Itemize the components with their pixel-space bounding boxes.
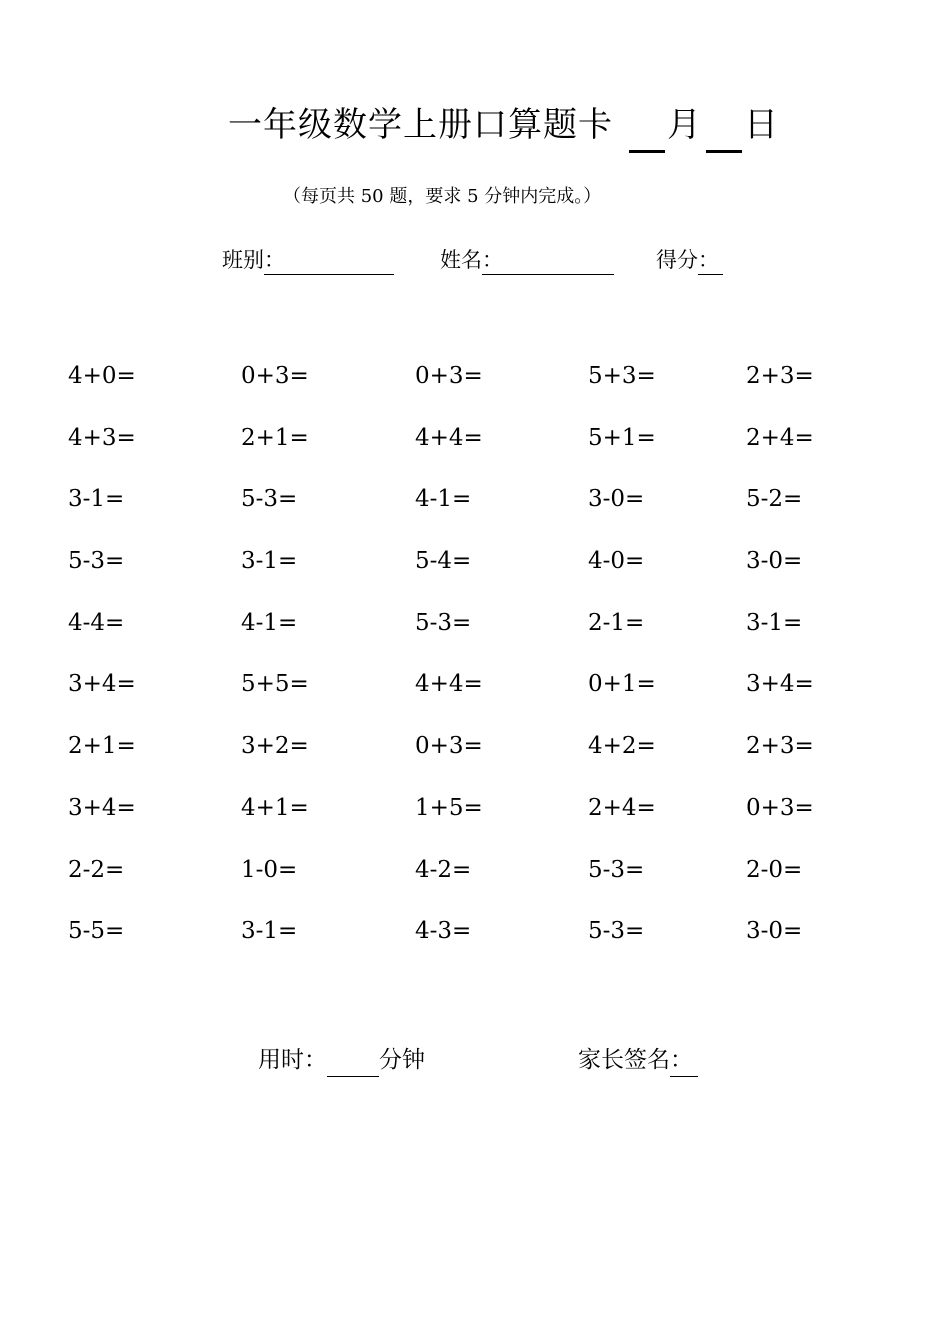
title-text: 一年级数学上册口算题卡: [228, 105, 613, 145]
problem-item: 3-1=: [68, 486, 125, 513]
problem-item: 5-5=: [68, 918, 125, 945]
problem-item: 4+4=: [415, 424, 483, 451]
time-field: [258, 1042, 425, 1077]
problem-item: 5-3=: [588, 918, 645, 945]
problem-item: 2+4=: [746, 424, 814, 451]
name-label: 姓名：: [440, 248, 503, 272]
problem-item: 4-3=: [415, 918, 472, 945]
problem-grid: [68, 346, 888, 963]
problem-item: 5+3=: [588, 363, 656, 389]
problem-item: 3-1=: [241, 918, 298, 945]
problem-item: 4-2=: [415, 856, 472, 883]
problem-item: 5-3=: [588, 856, 645, 883]
score-input-line[interactable]: [698, 244, 723, 275]
problem-item: 0+3=: [415, 733, 483, 760]
problem-item: 3-1=: [746, 609, 803, 636]
instructions: （每页共 50 题，要求 5 分钟内完成。）: [283, 186, 602, 207]
problem-item: 4-1=: [241, 609, 298, 636]
parent-signature-field: [578, 1042, 698, 1077]
problem-item: 5-2=: [746, 486, 803, 513]
problem-item: 4+0=: [68, 363, 136, 389]
problem-item: 5+1=: [588, 424, 656, 451]
problem-item: 0+3=: [241, 363, 309, 389]
month-label: 月: [667, 105, 702, 145]
problem-item: 4-1=: [415, 486, 472, 513]
problem-item: 0+1=: [588, 671, 656, 698]
class-label: 班别：: [222, 248, 285, 272]
problem-item: 4-0=: [588, 548, 645, 575]
parent-signature-line[interactable]: [670, 1042, 698, 1077]
score-field: [656, 244, 723, 275]
class-input-line[interactable]: [264, 244, 394, 275]
problem-item: 2-0=: [746, 856, 803, 883]
problem-item: 3+4=: [68, 671, 136, 698]
problem-item: 5-4=: [415, 548, 472, 575]
page-title: [228, 100, 779, 153]
time-input-line[interactable]: [327, 1042, 379, 1077]
problem-item: 4-4=: [68, 609, 125, 636]
problem-item: 3+4=: [746, 671, 814, 698]
problem-item: 2-2=: [68, 856, 125, 883]
problem-item: 0+3=: [415, 363, 483, 389]
time-label: 用时：: [258, 1047, 327, 1073]
problem-item: 4+1=: [241, 794, 309, 821]
problem-item: 5-3=: [415, 609, 472, 636]
problem-item: 3-0=: [746, 548, 803, 575]
problem-item: 2+1=: [68, 733, 136, 760]
name-input-line[interactable]: [482, 244, 614, 275]
problem-item: 0+3=: [746, 794, 814, 821]
problem-item: 3-0=: [746, 918, 803, 945]
score-label: 得分：: [656, 248, 719, 272]
month-blank[interactable]: [629, 100, 665, 153]
problem-item: 4+2=: [588, 733, 656, 760]
class-field: [222, 244, 394, 275]
minutes-label: 分钟: [379, 1047, 425, 1073]
problem-item: 1-0=: [241, 856, 298, 883]
problem-item: 2+4=: [588, 794, 656, 821]
day-label: 日: [744, 105, 779, 145]
problem-item: 1+5=: [415, 794, 483, 821]
problem-item: 5-3=: [68, 548, 125, 575]
problem-item: 3-0=: [588, 486, 645, 513]
problem-item: 4+3=: [68, 424, 136, 451]
problem-item: 2+1=: [241, 424, 309, 451]
problem-item: 3+4=: [68, 794, 136, 821]
parent-signature-label: 家长签名：: [578, 1047, 693, 1073]
problem-item: 3-1=: [241, 548, 298, 575]
problem-item: 2-1=: [588, 609, 645, 636]
name-field: [440, 244, 614, 275]
problem-item: 3+2=: [241, 733, 309, 760]
problem-item: 2+3=: [746, 363, 814, 389]
problem-item: 2+3=: [746, 733, 814, 760]
problem-item: 4+4=: [415, 671, 483, 698]
day-blank[interactable]: [706, 100, 742, 153]
problem-item: 5+5=: [241, 671, 309, 698]
problem-item: 5-3=: [241, 486, 298, 513]
